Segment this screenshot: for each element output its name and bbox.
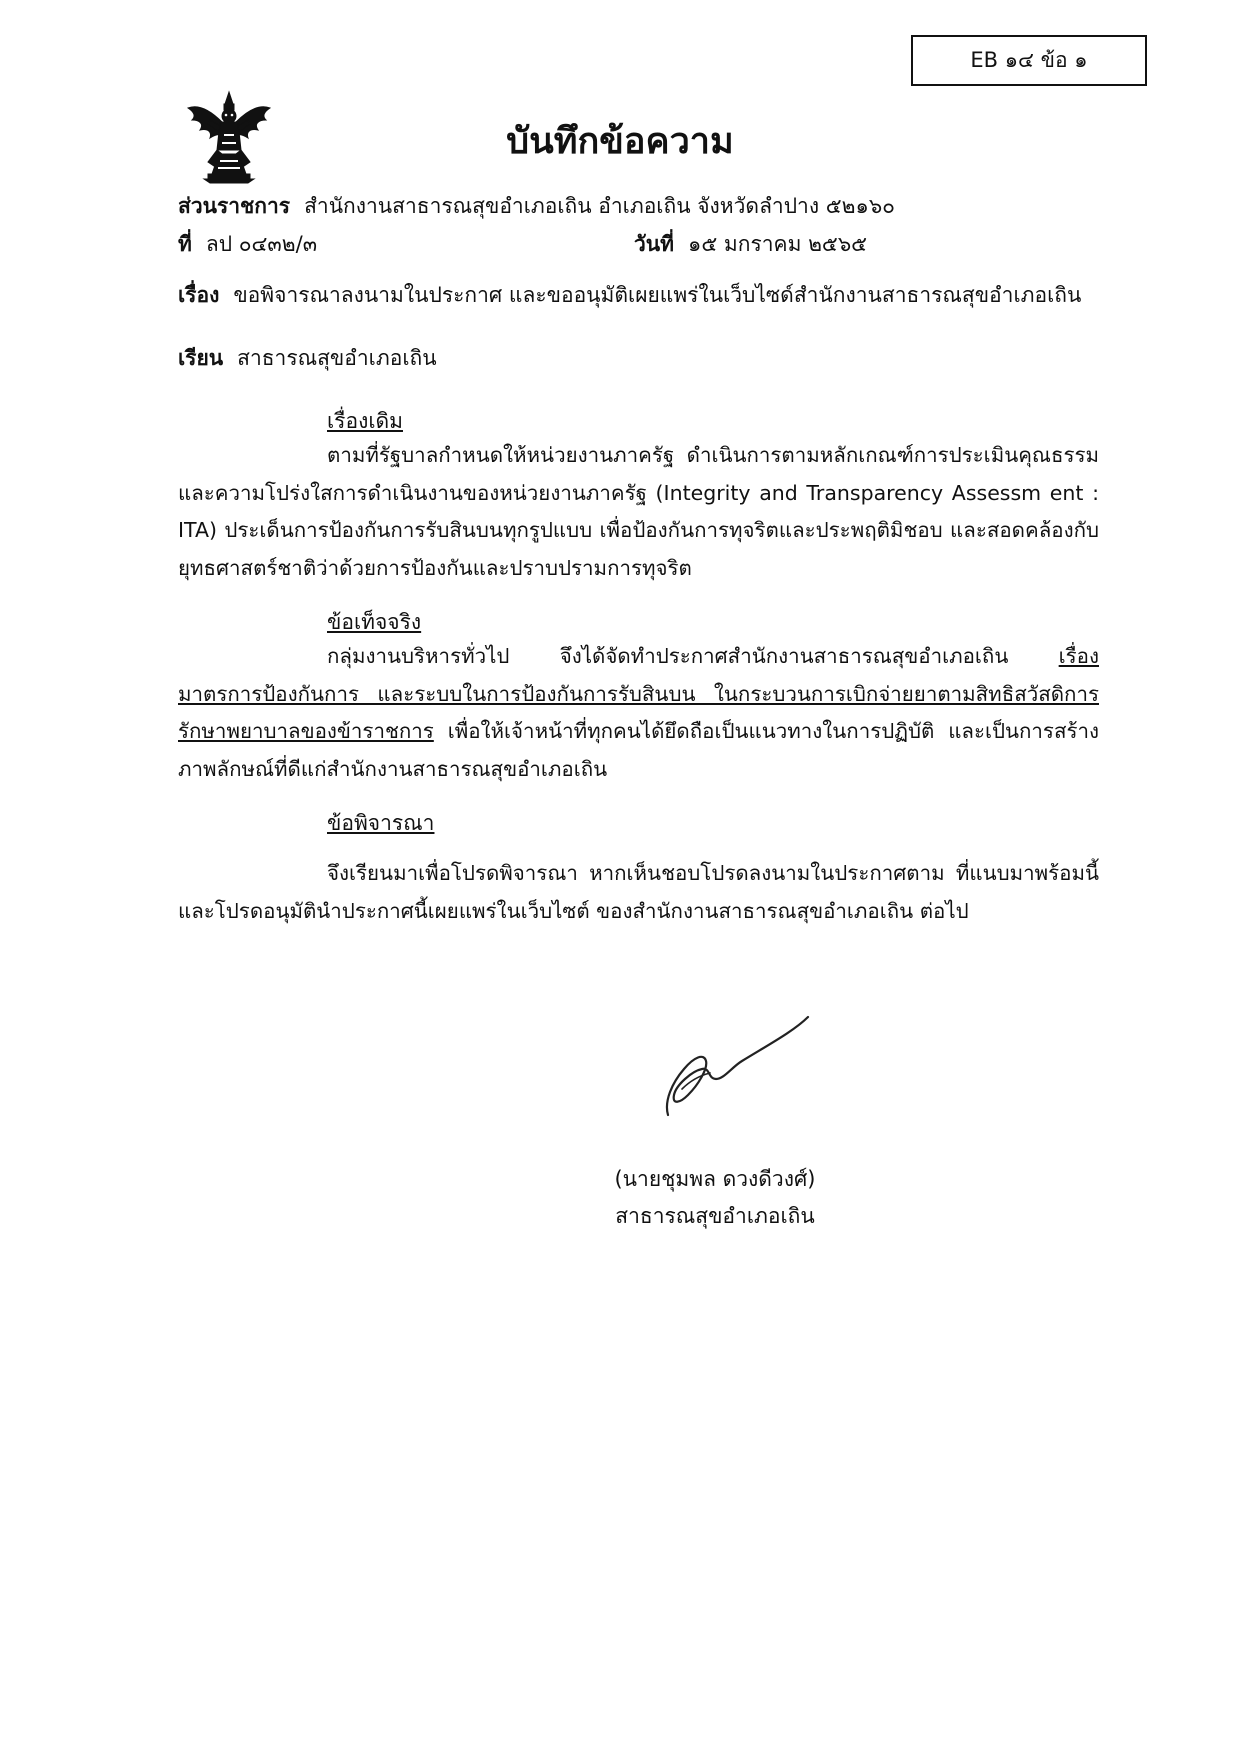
subject-line <box>178 279 1081 312</box>
background-text: ตามที่รัฐบาลกำหนดให้หน่วยงานภาครัฐ ดำเนินการตามหลักเกณฑ์การประเมินคุณธรรมและความโปร่งใสการดำเนินงานของหน่วยงานภาครัฐ (Integrity and Transparency Assessm ent : ITA) ประเด็นการป้องกันการรับสินบนทุกรูปแบบ เพื่อป้องกันการทุจริตและประพฤติมิชอบ และสอดคล้องกับยุทธศาสตร์ชาติว่าด้วยการป้องกันและปราบปรามการทุจริต <box>178 443 1099 580</box>
reference-line <box>178 228 317 261</box>
consideration-text: จึงเรียนมาเพื่อโปรดพิจารณา หากเห็นชอบโปรดลงนามในประกาศตาม ที่แนบมาพร้อมนี้และโปรดอนุมัตินำประกาศนี้เผยแพร่ในเว็บไซต์ ของสำนักงานสาธารณสุขอำเภอเถิน ต่อไป <box>178 861 1099 923</box>
document-code-box <box>911 35 1147 86</box>
recipient-line <box>178 342 437 375</box>
document-code: EB ๑๔ ข้อ ๑ <box>970 48 1088 72</box>
subject-label: เรื่อง <box>178 283 220 307</box>
reference-value: ลป ๐๔๓๒/๓ <box>205 232 318 256</box>
background-heading: เรื่องเดิม <box>327 409 403 433</box>
consideration-paragraph <box>178 855 1099 930</box>
facts-text-end: เพื่อให้เจ้าหน้าที่ทุกคนได้ยึดถือเป็นแนวทางในการปฏิบัติ และเป็นการสร้างภาพลักษณ์ที่ดีแก่สำนักงานสาธารณสุขอำเภอเถิน <box>178 719 1099 781</box>
facts-announcement-title: เรื่อง มาตรการป้องกันการ และระบบในการป้องกันการรับสินบน ในกระบวนการเบิกจ่ายยาตามสิทธิสวัสดิการรักษาพยาบาลของข้าราชการ <box>178 644 1099 743</box>
recipient-label: เรียน <box>178 346 224 370</box>
facts-heading: ข้อเท็จจริง <box>327 610 422 634</box>
date-value: ๑๕ มกราคม ๒๕๖๕ <box>688 232 868 256</box>
facts-paragraph <box>178 638 1099 788</box>
recipient-value: สาธารณสุขอำเภอเถิน <box>237 346 437 370</box>
background-paragraph <box>178 437 1099 587</box>
agency-line <box>178 190 895 223</box>
signer-position: สาธารณสุขอำเภอเถิน <box>615 1204 815 1228</box>
subject-value: ขอพิจารณาลงนามในประกาศ และขออนุมัติเผยแพร่ในเว็บไซด์สำนักงานสาธารณสุขอำเภอเถิน <box>233 283 1082 307</box>
agency-value: สำนักงานสาธารณสุขอำเภอเถิน อำเภอเถิน จังหวัดลำปาง ๕๒๑๖๐ <box>304 194 895 218</box>
garuda-emblem-icon <box>186 90 272 184</box>
page-title: บันทึกข้อความ <box>506 121 734 162</box>
agency-label: ส่วนราชการ <box>178 194 291 218</box>
date-label: วันที่ <box>634 232 674 256</box>
consideration-heading: ข้อพิจารณา <box>327 811 435 835</box>
reference-label: ที่ <box>178 232 192 256</box>
handwritten-signature <box>658 1005 818 1125</box>
date-line <box>634 228 867 261</box>
signer-name: (นายชุมพล ดวงดีวงศ์) <box>614 1167 816 1191</box>
facts-text-start: กลุ่มงานบริหารทั่วไป จึงได้จัดทำประกาศสำนักงานสาธารณสุขอำเภอเถิน <box>327 644 1059 668</box>
